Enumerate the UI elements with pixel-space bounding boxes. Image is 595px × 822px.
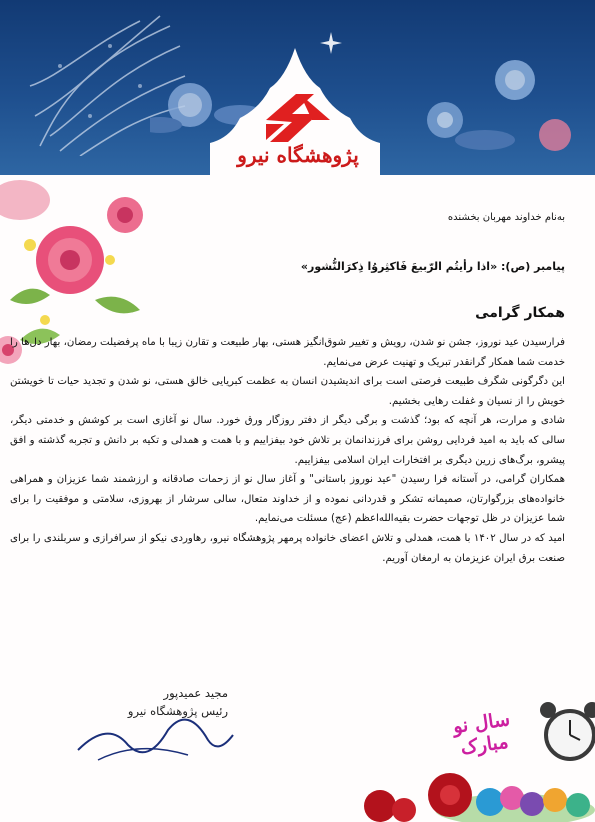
paragraph: شادی و مرارت، هر آنچه که بود؛ گذشت و برگی دیگر از دفتر روزگار ورق خورد. سال نو آغازی است بر کوشش و خدمتی دیگر، سالی که باید به امید فردایی روشن برای فرزندانمان بر تلاش خود بیفزاییم و با همت و همدلی و تکیه بر دانش و تجربه گذشته و افق پیشرو، برگ‌های زرین دیگری بر افتخارات ایران اسلامی بیفزاییم. — [10, 415, 565, 466]
paragraph: همکاران گرامی، در آستانه فرا رسیدن "عید نوروز باستانی" و آغاز سال نو از زحمات صادقانه و ارزشمند شما عزیزان و همراهی خانواده‌های بزرگوارتان، صمیمانه تشکر و قدردانی نموده و از خداوند متعال، سالی سرشار از بهروزی، سلامتی و موفقیت را برای شما عزیزان در ظل توجهات حضرت بقیه‌الله‌اعظم (عج) مسئلت می‌نمایم. — [10, 474, 565, 525]
greeting: همکار گرامی — [475, 305, 565, 321]
paragraph: امید که در سال ۱۴۰۲ با همت، همدلی و تلاش اعضای خانواده پرمهر پژوهشگاه نیرو، رهاوردی نیکو از سرافرازی و سربلندی را برای صنعت برق ایران عزیزمان به ارمغان آوریم. — [10, 532, 566, 564]
letter-body — [10, 333, 565, 568]
paragraph: فرارسیدن عید نوروز، جشن نو شدن، رویش و تغییر شوق‌انگیز هستی، بهار طبیعت و تقارن زیبا با ماه پرفضیلت رمضان، بهار دل‌ها را خدمت شما همکار گرانقدر تبریک و تهنیت عرض می‌نمایم. — [10, 337, 565, 368]
power-logo-icon — [262, 90, 334, 150]
bismillah: به‌نام خداوند مهربان بخشنده — [447, 212, 565, 223]
signature-block — [78, 684, 228, 720]
signer-title: رئیس پژوهشگاه نیرو — [127, 704, 228, 718]
paragraph: این دگرگونی شگرف طبیعت فرصتی است برای اندیشیدن انسان به عظمت کبریایی خالق هستی، نو شدن و تجدید حیات تا خویشتن خویش را از نسیان و غفلت رهایی بخشیم. — [10, 376, 565, 407]
signer-name: مجید عمیدپور — [163, 686, 228, 700]
brand-name: پژوهشگاه نیرو — [237, 143, 359, 167]
nowruz-greeting: سال نو مبارک — [451, 708, 512, 760]
hadith-quote: پیامبر (ص): «اذا رأیتُم الرّبیعَ فَاکثِروُا ذِکرَالنُّشور» — [300, 260, 565, 273]
apple-icon — [360, 782, 420, 822]
blue-flower-icon — [405, 40, 585, 160]
